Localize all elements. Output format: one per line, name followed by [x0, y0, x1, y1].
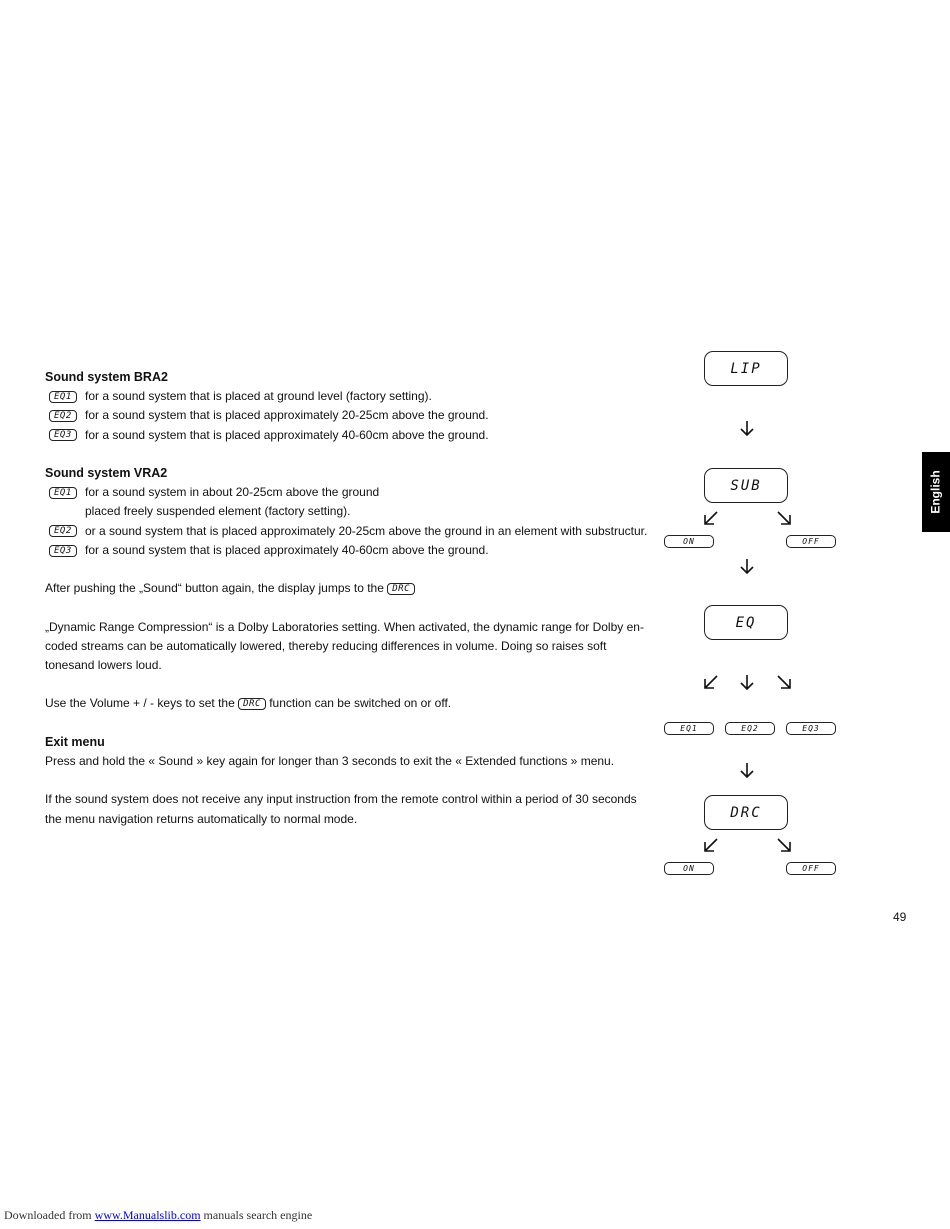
- sub-off-display: OFF: [786, 535, 836, 548]
- page-number: 49: [893, 910, 907, 924]
- vra2-eq2-text: or a sound system that is placed approximately 20-25cm above the ground in an element with substructur.: [85, 523, 648, 538]
- eq2-badge: EQ2: [49, 410, 77, 422]
- drc-badge: DRC: [387, 583, 415, 595]
- lcd-eq: EQ: [704, 605, 788, 640]
- heading-bra2: Sound system BRA2: [45, 370, 168, 384]
- heading-vra2: Sound system VRA2: [45, 466, 168, 480]
- drc-description: „Dynamic Range Compression“ is a Dolby Laboratories setting. When activated, the dynamic range for Dolby en- coded streams can be automatically lowered, thereby reducing differences in volume. Doing so raises soft tonesand lowers loud.: [45, 619, 644, 672]
- download-footer: Downloaded from www.Manualslib.com manuals search engine: [4, 1208, 313, 1222]
- eq2-badge: EQ2: [49, 525, 77, 537]
- eq1-display: EQ1: [664, 722, 714, 735]
- vra2-eq1-continuation: placed freely suspended element (factory setting).: [85, 504, 351, 519]
- bra2-eq3-text: for a sound system that is placed approximately 40-60cm above the ground.: [85, 427, 489, 442]
- arrow-down-icon: [739, 420, 755, 436]
- bra2-eq3-row: [45, 426, 645, 445]
- volume-instruction: Use the Volume + / - keys to set the DRC function can be switched on or off.: [45, 696, 452, 711]
- eq1-badge: EQ1: [49, 487, 77, 499]
- vra2-eq2-row: [45, 522, 648, 541]
- heading-exit-menu: Exit menu: [45, 734, 105, 749]
- timeout-text: If the sound system does not receive any input instruction from the remote control within a period of 30 seconds the menu navigation returns automatically to normal mode.: [45, 792, 637, 826]
- lcd-lip: LIP: [704, 351, 788, 386]
- arrow-down-icon: [739, 762, 755, 778]
- manualslib-link[interactable]: www.Manualslib.com: [94, 1208, 201, 1222]
- bra2-eq2-row: [45, 406, 645, 425]
- arrow-down-right-icon: [776, 837, 792, 853]
- arrow-down-icon: [739, 674, 755, 690]
- arrow-down-left-icon: [703, 837, 719, 853]
- eq3-badge: EQ3: [49, 545, 77, 557]
- drc-badge: DRC: [238, 698, 266, 710]
- drc-on-display: ON: [664, 862, 714, 875]
- eq1-badge: EQ1: [49, 391, 77, 403]
- arrow-down-right-icon: [776, 510, 792, 526]
- vra2-eq3-row: [45, 541, 645, 560]
- bra2-eq1-text: for a sound system that is placed at ground level (factory setting).: [85, 389, 432, 404]
- sub-on-display: ON: [664, 535, 714, 548]
- arrow-down-left-icon: [703, 510, 719, 526]
- bra2-eq2-text: for a sound system that is placed approximately 20-25cm above the ground.: [85, 408, 489, 423]
- language-tab: [922, 452, 950, 532]
- lcd-sub: SUB: [704, 468, 788, 503]
- eq3-display: EQ3: [786, 722, 836, 735]
- eq3-badge: EQ3: [49, 429, 77, 441]
- bra2-eq1-row: [45, 387, 645, 406]
- main-text: [45, 368, 648, 829]
- vra2-eq1-row: [45, 483, 645, 502]
- exit-menu-text: Press and hold the « Sound » key again for longer than 3 seconds to exit the « Extended functions » menu.: [45, 753, 615, 768]
- arrow-down-left-icon: [703, 674, 719, 690]
- vra2-eq1-text: for a sound system in about 20-25cm above the ground: [85, 485, 380, 500]
- vra2-eq3-text: for a sound system that is placed approximately 40-60cm above the ground.: [85, 542, 489, 557]
- drc-off-display: OFF: [786, 862, 836, 875]
- eq2-display: EQ2: [725, 722, 775, 735]
- lcd-drc: DRC: [704, 795, 788, 830]
- drc-intro: After pushing the „Sound“ button again, the display jumps to the DRC: [45, 579, 645, 598]
- arrow-down-icon: [739, 558, 755, 574]
- language-tab-label: English: [929, 470, 943, 514]
- arrow-down-right-icon: [776, 674, 792, 690]
